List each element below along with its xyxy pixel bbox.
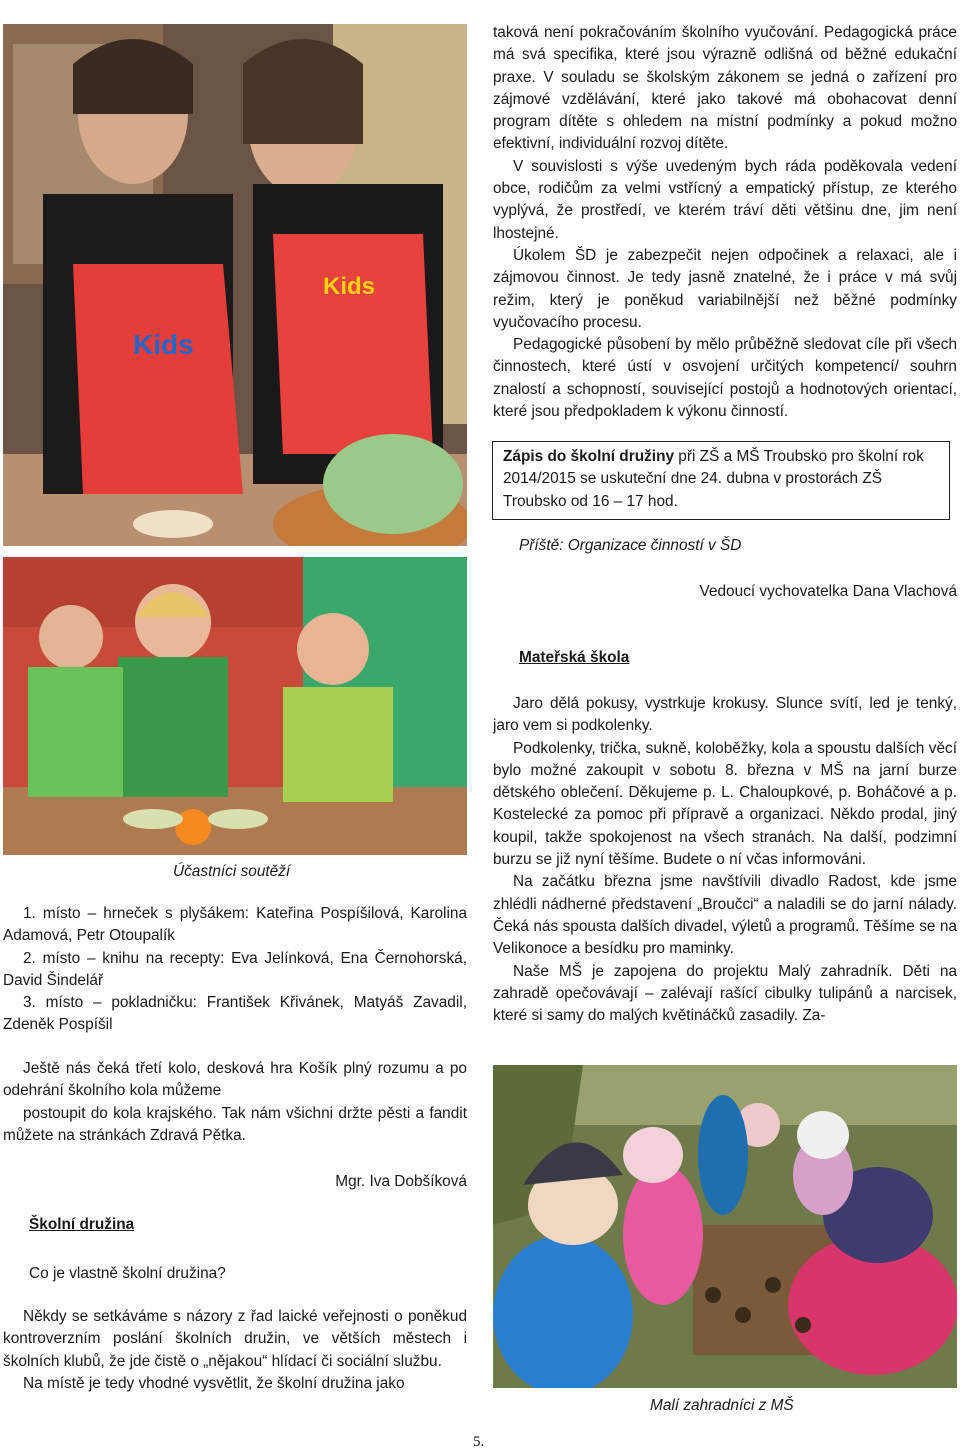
- svg-text:Kids: Kids: [133, 329, 194, 360]
- sd-intro: [3, 1306, 467, 1395]
- continuation-1: Ještě nás čeká třetí kolo, desková hra Košík plný rozumu a po odehrání školního kola můžeme: [3, 1060, 467, 1100]
- sd-intro-1: Někdy se setkáváme s názory z řad laické veřejnosti o poněkud kontroverzním poslání školních družin, ve větších městech i školních klubů, že jde čistě o „nějakou“ hlídací či sociální službu.: [3, 1308, 467, 1370]
- continuation-2: postoupit do kola krajského. Tak nám všichni držte pěsti a fandit můžete na stránkách Zdravá Pětka.: [3, 1104, 467, 1144]
- ms-heading: Mateřská škola: [519, 649, 630, 666]
- registration-box: [492, 441, 950, 520]
- sd-question: Co je vlastně školní družina?: [29, 1265, 226, 1282]
- photo3-caption: Malí zahradníci z MŠ: [650, 1397, 794, 1414]
- svg-text:Kids: Kids: [323, 273, 376, 300]
- result-3: 3. místo – pokladničku: František Křivánek, Matyáš Zavadil, Zdeněk Pospíšil: [3, 994, 467, 1034]
- sd-paragraph-2: V souvislosti s výše uvedeným bych ráda poděkovala vedení obce, rodičům za velmi vstřícný a empatický přístup, ze kterého vyplývá, že prostředí, ve kterém tráví děti většinu dne, jim není lhostejné.: [493, 157, 957, 242]
- competition-continuation: [3, 1058, 467, 1147]
- result-1: 1. místo – hrneček s plyšákem: Kateřina Pospíšilová, Karolina Adamová, Petr Otoupalík: [3, 905, 467, 945]
- page-number: 5.: [473, 1434, 485, 1450]
- ms-paragraph-3: Na začátku března jsme navštívili divadlo Radost, kde jsme zhlédli nádherné představení „Broučci“ a naladili se do jarní nálady. Čeká nás spousta dalších divadel, výletů a programů. Těšíme se na Velikonoce a besídku pro maminky.: [493, 873, 957, 958]
- next-time-note: Příště: Organizace činností v ŠD: [519, 537, 742, 554]
- author-name: Mgr. Iva Dobšíková: [335, 1173, 467, 1190]
- sd-text-continued: [493, 22, 957, 423]
- photo-children-gardening: [493, 1065, 957, 1388]
- photo2-caption: Účastníci soutěží: [173, 863, 291, 880]
- sd-paragraph-4: Pedagogické působení by mělo průběžně sledovat cíle při všech činnostech, které ústí v osvojení určitých kompetencí/ souhrn znalostí a schopností, související postojů a hodnotových orientací, které jsou předpokladem k výkonu činností.: [493, 336, 957, 421]
- sd-paragraph-1: taková není pokračováním školního vyučování. Pedagogická práce má svá specifika, které jsou výrazně odlišná od běžné edukační praxe. V souladu se školským zákonem se jedná o zařízení pro zájmové vzdělávání, které jako takové má obohacovat denní program dítěte s ohledem na místní podmínky a pokud možno efektivní, individuální rozvoj dítěte.: [493, 24, 957, 153]
- ms-text: [493, 693, 957, 1027]
- sd-intro-2: Na místě je tedy vhodné vysvětlit, že školní družina jako: [23, 1374, 405, 1392]
- sd-heading: Školní družina: [29, 1216, 135, 1233]
- registration-title: Zápis do školní družiny: [503, 448, 675, 465]
- sd-paragraph-3: Úkolem ŠD je zabezpečit nejen odpočinek a relaxaci, ale i zájmovou činnost. Je tedy jasně znatelné, že i práce v má svůj režim, který je poněkud variabilnější než běžné podmínky vyučovacího procesu.: [493, 246, 957, 331]
- ms-paragraph-2: Podkolenky, trička, sukně, koloběžky, kola a spoustu dalších věcí bylo možné zakoupit v sobotu 8. března v MŠ na jarní burze dětského oblečení. Děkujeme p. L. Chaloupkové, p. Boháčové a p. Kostelecké za pomoc při přípravě a organizaci. Někdo prodal, jiný koupil, takže spokojenost na všech stranách. Na další, podzimní burzu se již nyní těšíme. Budete o ní včas informováni.: [493, 739, 957, 869]
- ms-paragraph-1: Jaro dělá pokusy, vystrkuje krokusy. Slunce svítí, led je tenký, jaro vem si podkolenky.: [493, 695, 957, 735]
- sd-signature: Vedoucí vychovatelka Dana Vlachová: [699, 583, 957, 600]
- photo-girls-cooking: [3, 24, 467, 546]
- photo-three-boys: [3, 557, 467, 855]
- ms-paragraph-4: Naše MŠ je zapojena do projektu Malý zahradník. Děti na zahradě opečovávají – zalévají rašící cibulky tulipánů a narcisek, které si samy do malých květináčků zasadily. Za-: [493, 962, 957, 1025]
- result-2: 2. místo – knihu na recepty: Eva Jelínková, Ena Černohorská, David Šindelář: [3, 949, 467, 989]
- competition-results: [3, 903, 467, 1037]
- registration-text: při ZŠ a MŠ Troubsko pro školní rok 2014/2015 se uskuteční dne 24. dubna v prostorách ZŠ Troubsko od 16 – 17 hod.: [503, 448, 924, 510]
